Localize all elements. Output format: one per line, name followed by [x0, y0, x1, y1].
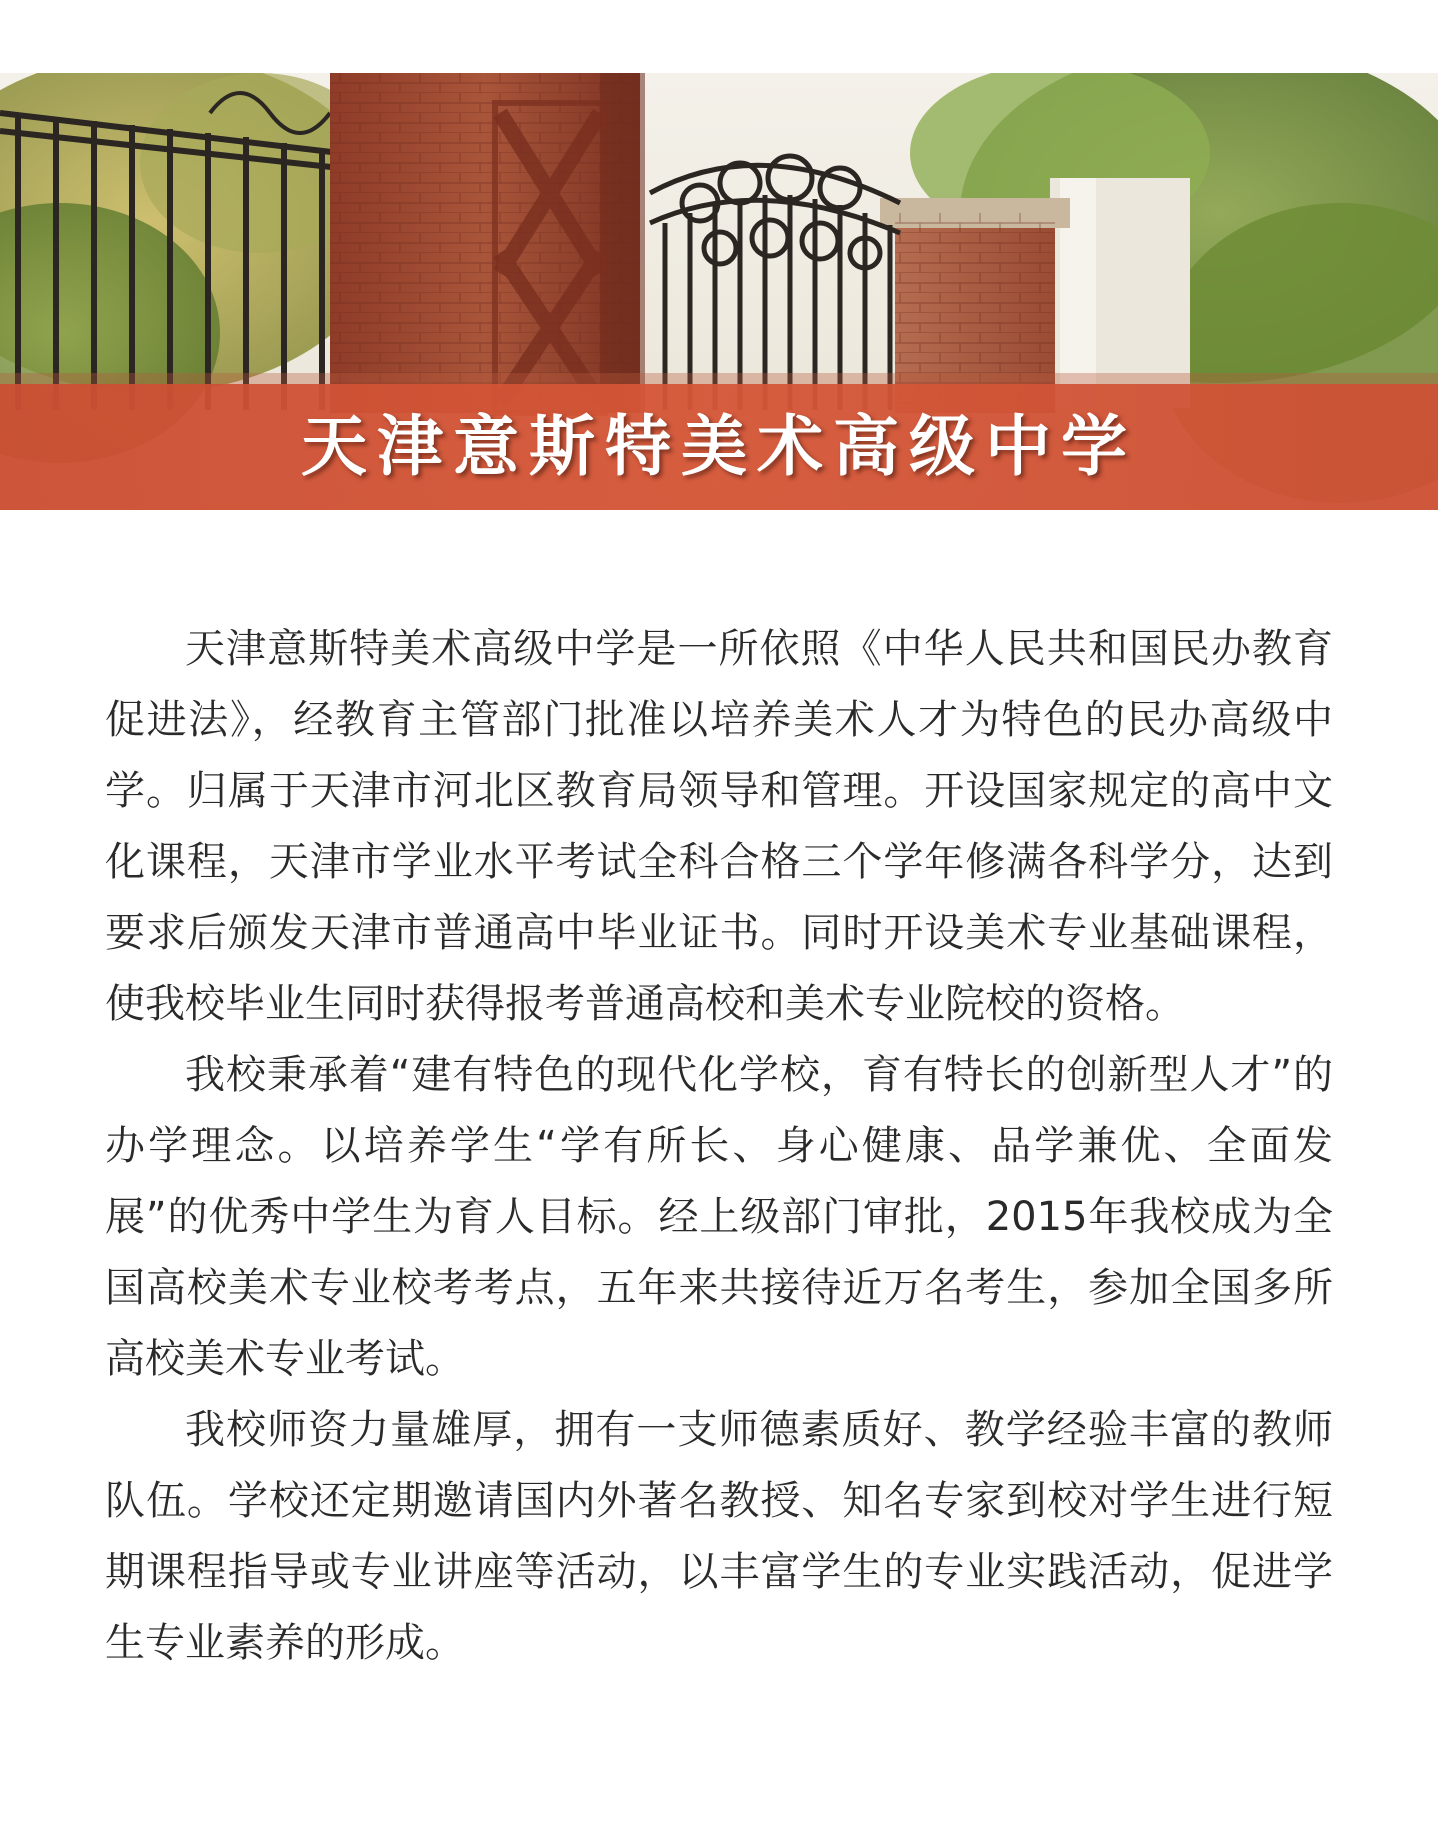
introduction-text	[105, 614, 1333, 1679]
school-gate-photo	[0, 73, 1438, 510]
title-banner	[0, 384, 1438, 510]
paragraph-overview: 天津意斯特美术高级中学是一所依照《中华人民共和国民办教育促进法》，经教育主管部门批准以培养美术人才为特色的民办高级中学。归属于天津市河北区教育局领导和管理。开设国家规定的高中文化课程，天津市学业水平考试全科合格三个学年修满各科学分，达到要求后颁发天津市普通高中毕业证书。同时开设美术专业基础课程，使我校毕业生同时获得报考普通高校和美术专业院校的资格。	[105, 626, 1333, 1027]
paragraph-philosophy: 我校秉承着“建有特色的现代化学校，育有特长的创新型人才”的办学理念。以培养学生“学有所长、身心健康、品学兼优、全面发展”的优秀中学生为育人目标。经上级部门审批，2015年我校成为全国高校美术专业校考考点，五年来共接待近万名考生，参加全国多所高校美术专业考试。	[105, 1052, 1333, 1382]
paragraph-faculty: 我校师资力量雄厚，拥有一支师德素质好、教学经验丰富的教师队伍。学校还定期邀请国内外著名教授、知名专家到校对学生进行短期课程指导或专业讲座等活动，以丰富学生的专业实践活动，促进学生专业素养的形成。	[105, 1407, 1333, 1666]
school-name-title: 天津意斯特美术高级中学	[301, 408, 1137, 485]
